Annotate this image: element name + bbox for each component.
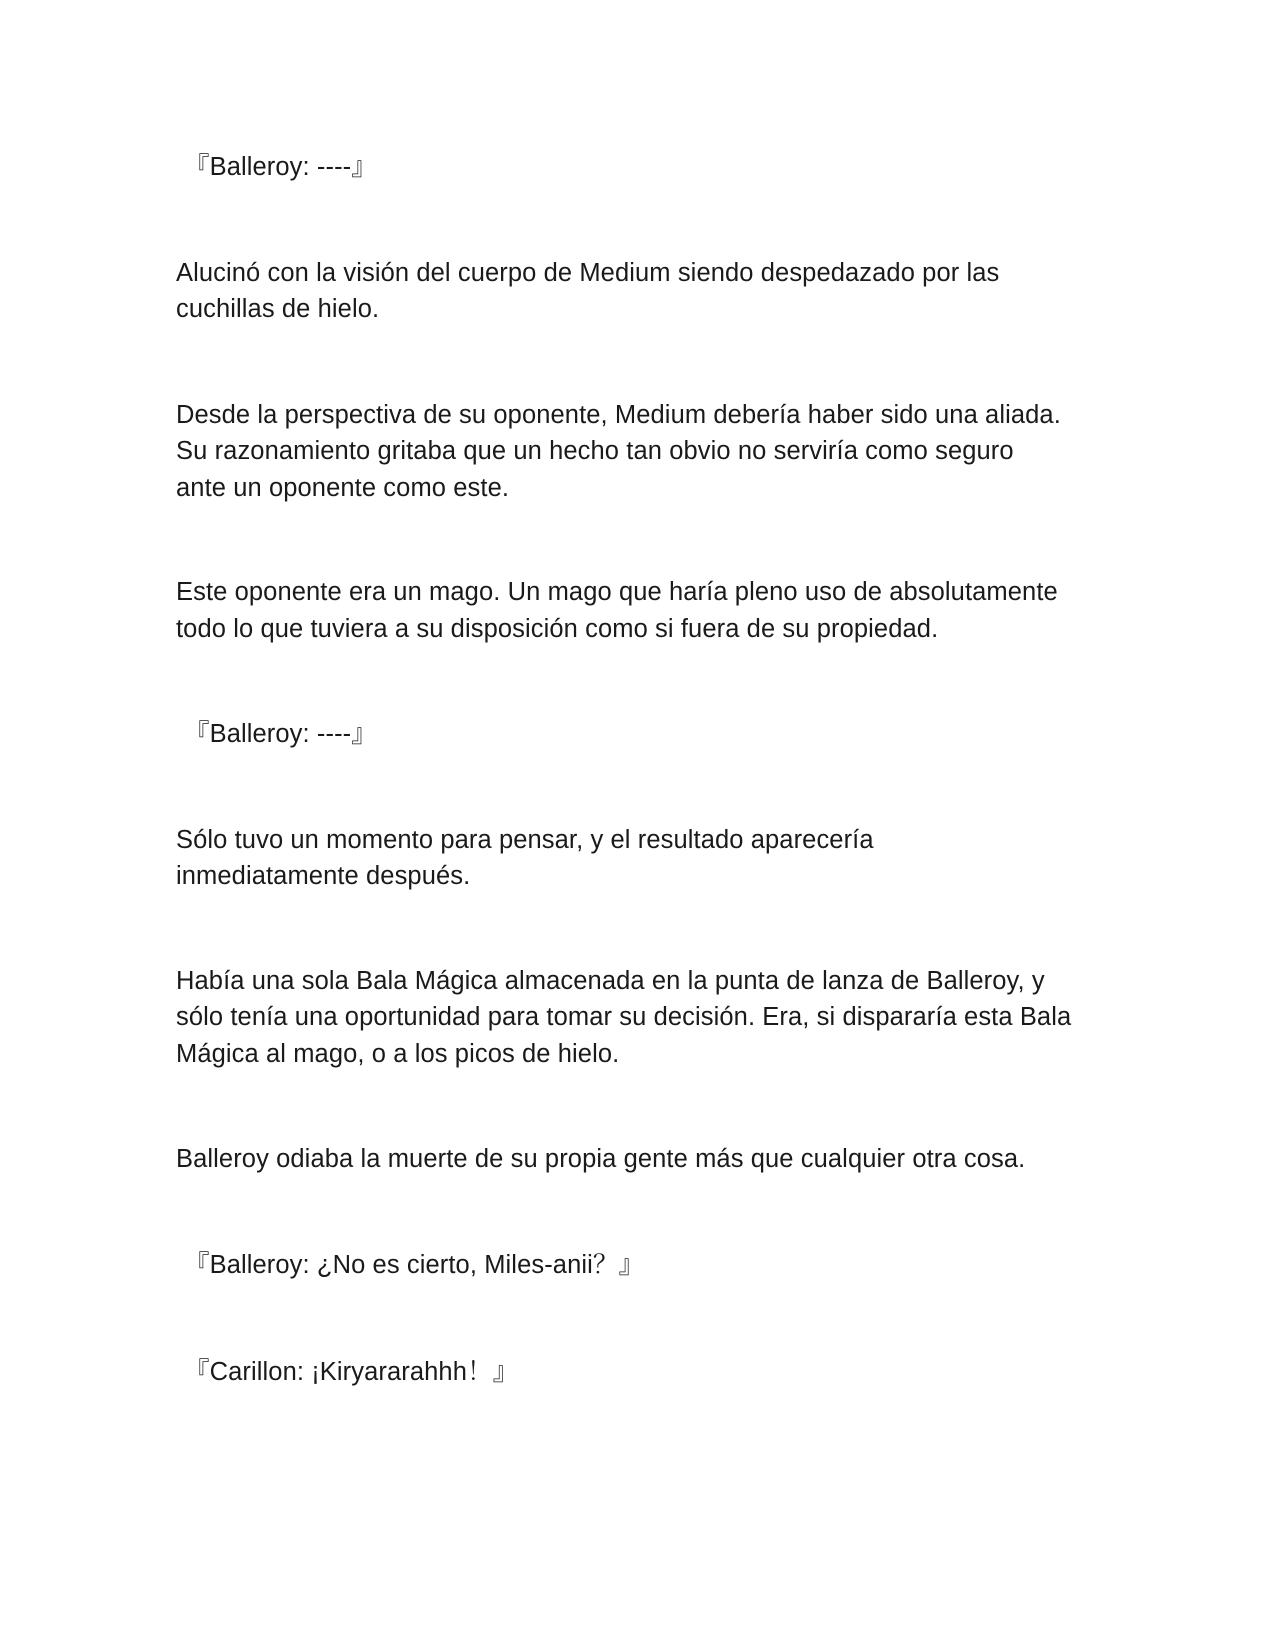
paragraph-line: Alucinó con la visión del cuerpo de Medium siendo despedazado por las xyxy=(176,259,1000,287)
paragraph-line: Mágica al mago, o a los picos de hielo. xyxy=(176,1040,620,1068)
dialog-line: 『Balleroy: ¿No es cierto, Miles-anii？』 xyxy=(184,1251,645,1279)
paragraph-line: ante un oponente como este. xyxy=(176,474,510,502)
dialog-line: 『Balleroy: ----』 xyxy=(184,153,377,181)
paragraph-line: Sólo tuvo un momento para pensar, y el resultado aparecería xyxy=(176,826,874,854)
paragraph-line: sólo tenía una oportunidad para tomar su decisión. Era, si dispararía esta Bala xyxy=(176,1003,1072,1031)
paragraph-line: Había una sola Bala Mágica almacenada en la punta de lanza de Balleroy, y xyxy=(176,967,1045,995)
paragraph-line: Su razonamiento gritaba que un hecho tan obvio no serviría como seguro xyxy=(176,437,1014,465)
paragraph-line: Este oponente era un mago. Un mago que haría pleno uso de absolutamente xyxy=(176,578,1058,606)
paragraph-line: Balleroy odiaba la muerte de su propia gente más que cualquier otra cosa. xyxy=(176,1145,1026,1173)
dialog-line: 『Balleroy: ----』 xyxy=(184,720,377,748)
paragraph-line: todo lo que tuviera a su disposición como si fuera de su propiedad. xyxy=(176,615,939,643)
paragraph-line: Desde la perspectiva de su oponente, Medium debería haber sido una aliada. xyxy=(176,401,1061,429)
paragraph-line: inmediatamente después. xyxy=(176,862,471,890)
dialog-line: 『Carillon: ¡Kiryararahhh！』 xyxy=(184,1358,519,1386)
paragraph-line: cuchillas de hielo. xyxy=(176,295,380,323)
